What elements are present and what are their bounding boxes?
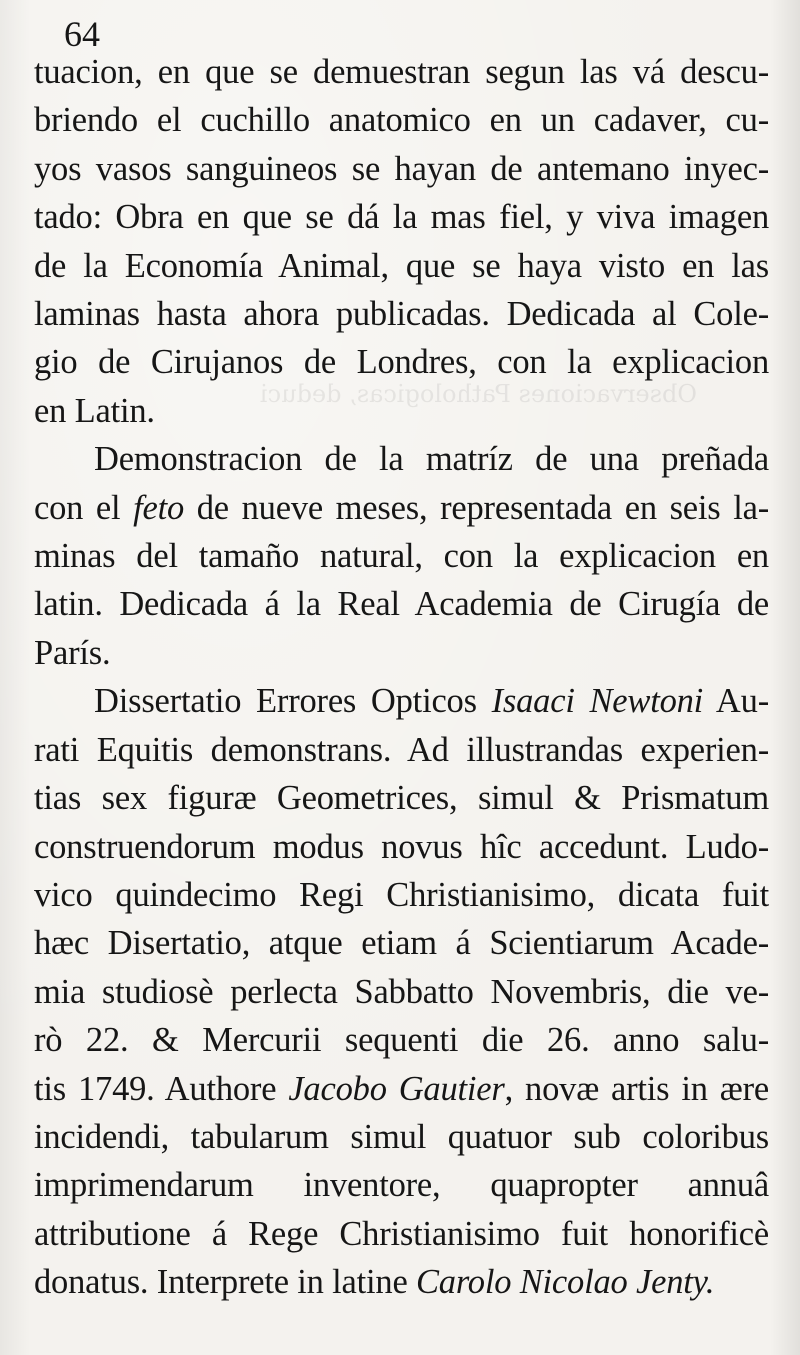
- text-segment: Au-: [703, 682, 769, 721]
- text-segment: de la Economía Animal, que se haya visto en las: [34, 246, 769, 285]
- text-segment: tias sex figuræ Geometrices, simul & Prismatum: [34, 779, 769, 818]
- text-segment: , novæ artis in ære: [504, 1069, 769, 1108]
- text-segment: latin. Dedicada á la Real Academia de Cirugía de: [34, 585, 769, 624]
- text-segment: París.: [34, 633, 111, 672]
- text-segment: tado: Obra en que se dá la mas fiel, y viva imagen: [34, 198, 769, 237]
- text-line: [34, 774, 769, 822]
- page-number: 64: [64, 14, 100, 54]
- text-segment: imprimendarum inventore, quapropter annuâ: [34, 1166, 769, 1205]
- text-segment: Dissertatio Errores Opticos: [94, 682, 492, 721]
- text-segment: mia studiosè perlecta Sabbatto Novembris, die ve-: [34, 972, 769, 1011]
- italic-text: feto: [133, 488, 185, 527]
- text-line: [34, 1016, 769, 1064]
- text-line: [34, 677, 769, 725]
- text-segment: en Latin.: [34, 391, 155, 430]
- text-line: [34, 193, 769, 241]
- text-line: [34, 1161, 769, 1209]
- text-segment: attributione á Rege Christianisimo fuit honorificè: [34, 1214, 769, 1253]
- text-line: [34, 387, 769, 435]
- text-segment: laminas hasta ahora publicadas. Dedicada al Cole-: [34, 295, 769, 334]
- text-segment: gio de Cirujanos de Londres, con la explicacion: [34, 343, 769, 382]
- text-segment: Demonstracion de la matríz de una preñada: [94, 440, 769, 479]
- text-segment: construendorum modus novus hîc accedunt. Ludo-: [34, 827, 769, 866]
- text-line: [34, 871, 769, 919]
- text-segment: con el: [34, 488, 134, 527]
- text-segment: tuacion, en que se demuestran segun las vá descu-: [34, 53, 769, 91]
- text-segment: minas del tamaño natural, con la explicacion en: [34, 537, 769, 576]
- text-segment: rò 22. & Mercurii sequenti die 26. anno salu-: [34, 1021, 769, 1060]
- text-line: [34, 290, 769, 338]
- bleed-through-text: Observaciones Pathologicas, deduci: [260, 380, 697, 408]
- text-line: [34, 435, 769, 483]
- text-line: [34, 919, 769, 967]
- text-line: [34, 1065, 769, 1113]
- text-line: [34, 145, 769, 193]
- text-line: [34, 629, 769, 677]
- text-line: [34, 1210, 769, 1258]
- text-line: [34, 580, 769, 628]
- text-line: [34, 1258, 769, 1306]
- text-line: [34, 968, 769, 1016]
- text-segment: de nueve meses, representada en seis la-: [184, 488, 769, 527]
- text-line: [34, 1113, 769, 1161]
- text-segment: incidendi, tabularum simul quatuor sub coloribus: [34, 1117, 769, 1156]
- text-line: [34, 823, 769, 871]
- text-segment: tis 1749. Authore: [34, 1069, 289, 1108]
- text-line: [34, 48, 769, 96]
- body-text: [34, 48, 769, 1307]
- italic-text: Jacobo Gautier: [288, 1069, 505, 1108]
- text-line: [34, 532, 769, 580]
- text-line: [34, 726, 769, 774]
- text-line: [34, 338, 769, 386]
- italic-text: Isaaci Newtoni: [491, 682, 704, 721]
- text-segment: vico quindecimo Regi Christianisimo, dicata fuit: [34, 875, 769, 914]
- text-line: [34, 484, 769, 532]
- text-segment: hæc Disertatio, atque etiam á Scientiarum Acade-: [34, 924, 769, 963]
- italic-text: Carolo Nicolao Jenty.: [416, 1263, 715, 1302]
- text-segment: briendo el cuchillo anatomico en un cadaver, cu-: [34, 101, 769, 140]
- text-line: [34, 242, 769, 290]
- text-segment: rati Equitis demonstrans. Ad illustrandas experien-: [34, 730, 769, 769]
- text-segment: donatus. Interprete in latine: [34, 1263, 416, 1302]
- text-segment: yos vasos sanguineos se hayan de antemano inyec-: [34, 149, 769, 188]
- text-line: [34, 96, 769, 144]
